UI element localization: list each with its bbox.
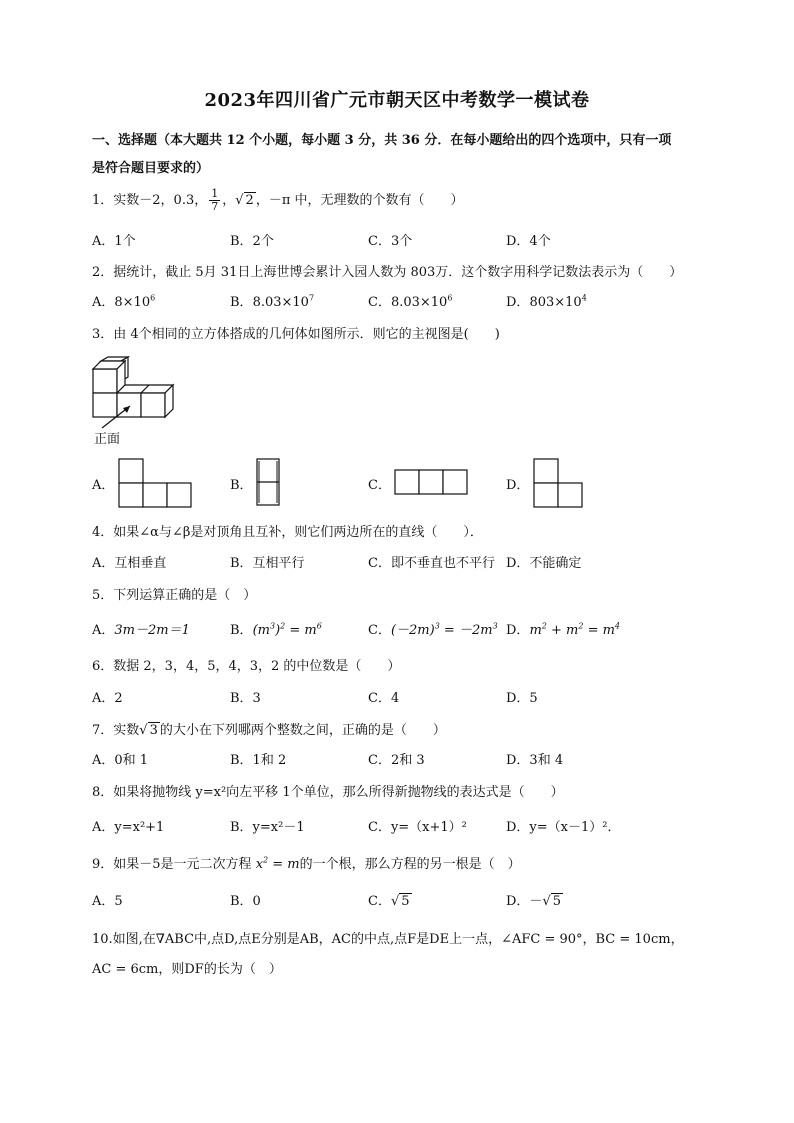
q9-text [92,853,521,872]
q2-c-label: C． [368,295,391,310]
q4-option-c[interactable]: C．即不垂直也不平行 [368,556,495,571]
q2-text: 2．据统计，截止 5月 31日上海世博会累计入园人数为 803万．这个数字用科学记数法表示为（ ） [92,265,683,280]
q1-text [92,188,464,213]
q5-d-mid: + m [546,623,579,638]
q3-option-a-figure[interactable] [118,458,192,508]
q2-option-c[interactable] [368,291,452,310]
q2-option-d[interactable] [506,291,587,310]
q7-prefix: 7．实数 [92,723,140,738]
q1-suffix: ，－π 中，无理数的个数有（ ） [255,193,464,208]
q5-d-pre: m [529,623,542,638]
q9-d-sqrt: √ 5 [542,894,562,909]
q1-option-b[interactable]: B．2个 [230,234,274,249]
q2-c-exp: 6 [447,293,453,303]
q9-c-label: C． [368,894,391,909]
q3-option-b-figure[interactable] [256,458,280,506]
q5-d-e3: 4 [614,621,621,631]
cube-bottom-1 [93,393,117,417]
q1-option-c[interactable]: C．3个 [368,234,413,249]
q9-option-b[interactable]: B．0 [230,894,261,909]
q4-option-d[interactable]: D．不能确定 [506,556,582,571]
q4-option-a[interactable]: A．互相垂直 [92,556,167,571]
q5-b-e3: 6 [316,621,322,631]
q8-option-c[interactable]: C．y=（x+1）² [368,820,467,835]
q7-suffix: 的大小在下列哪两个整数之间，正确的是（ ） [159,723,446,738]
q1-fraction [209,188,220,213]
q5-option-c[interactable] [368,619,498,638]
q7-option-d[interactable]: D．3和 4 [506,753,564,768]
q7-sqrt-rad: 3 [149,723,158,738]
q9-option-d[interactable] [506,890,563,909]
q5-c-post: = －2m [439,623,493,638]
q7-option-a[interactable]: A．0和 1 [92,753,149,768]
q2-b-exp: 7 [308,293,315,303]
q5-b-pre: (m [252,623,270,638]
q3-option-c-figure[interactable] [394,469,468,495]
q4-text: 4．如果∠α与∠β是对顶角且互补，则它们两边所在的直线（ ）． [92,525,483,540]
q3-front-label: 正面 [94,432,121,447]
q5-c-e1: 3 [434,621,440,631]
q7-option-b[interactable]: B．1和 2 [230,753,287,768]
cube-bottom-3 [141,393,165,417]
q5-b-post: = m [285,623,317,638]
q6-option-b[interactable]: B．3 [230,691,261,706]
q2-b-label: B． [230,295,253,310]
q5-d-label: D． [506,623,530,638]
q5-b-e1: 3 [269,621,276,631]
q9-option-a[interactable]: A．5 [92,894,123,909]
q6-option-c[interactable]: C．4 [368,691,400,706]
q2-d-label: D． [506,295,530,310]
q3-option-a-label[interactable]: A． [92,478,115,493]
q6-option-a[interactable]: A．2 [92,691,123,706]
q8-option-a[interactable]: A．y=x²+1 [92,820,165,835]
q5-c-e2: 3 [492,621,498,631]
q1-option-d[interactable]: D．4个 [506,234,551,249]
cube-upper-front [93,369,117,393]
q5-a-expr: 3m－2m＝1 [114,623,190,638]
section1-heading-line2: 是符合题目要求的） [92,161,210,176]
q3-option-c-label[interactable]: C． [368,478,391,493]
q5-option-a[interactable] [92,619,190,638]
q4-option-b[interactable]: B．互相平行 [230,556,305,571]
q5-c-label: C． [368,623,391,638]
q3-option-d-label[interactable]: D． [506,478,530,493]
q2-b-base: 8.03×10 [252,295,309,310]
q9-c-sqrt: √ 5 [390,894,410,909]
page-title: 2023年四川省广元市朝天区中考数学一模试卷 [204,90,590,111]
q8-option-d[interactable]: D．y=（x－1）²． [506,820,621,835]
q2-a-exp: 6 [150,293,156,303]
q1-frac-den: 7 [211,200,219,213]
q2-a-base: 8×10 [114,295,151,310]
q5-c-pre: (－2m) [390,623,435,638]
q5-b-e2: 2 [280,621,286,631]
q5-option-b[interactable] [230,619,322,638]
q9-d-rad: 5 [552,894,562,909]
q2-a-label: A． [92,295,115,310]
q7-text [92,719,446,738]
q7-sqrt: √ 3 [139,723,158,738]
q5-d-post: = m [583,623,615,638]
q9-suffix: 的一个根，那么方程的另一根是（ ） [299,857,521,872]
q1-option-a[interactable]: A．1个 [92,234,136,249]
q9-d-label: D．－ [506,894,543,909]
q9-eq: x [255,857,264,872]
q1-prefix: 1．实数－2，0.3， [92,193,208,208]
q3-option-b-label[interactable]: B． [230,478,253,493]
q9-option-c[interactable] [368,890,412,909]
q7-option-c[interactable]: C．2和 3 [368,753,425,768]
q1-sqrt: √ 2 [235,193,254,208]
q2-option-b[interactable] [230,291,314,310]
q2-d-base: 803×10 [529,295,582,310]
q5-d-e2: 2 [578,621,584,631]
section1-heading-line1: 一、选择题（本大题共 12 个小题，每小题 3 分，共 36 分．在每小题给出的四个选项中，只有一项 [92,133,672,148]
q2-c-base: 8.03×10 [390,295,448,310]
q5-a-label: A． [92,623,115,638]
q9-prefix: 9．如果－5是一元二次方程 [92,857,256,872]
q2-d-exp: 4 [581,293,587,303]
q3-text: 3．由 4个相同的立方体搭成的几何体如图所示．则它的主视图是( ) [92,327,500,342]
q5-d-e1: 2 [541,621,547,631]
q9-exp: 2 [263,855,269,865]
q8-text: 8．如果将抛物线 y=x²向左平移 1个单位，那么所得新抛物线的表达式是（ ） [92,785,564,800]
q6-text: 6．数据 2，3，4，5，4，3，2 的中位数是（ ） [92,659,401,674]
q8-option-b[interactable]: B．y=x²－1 [230,820,305,835]
q1-sqrt-rad: 2 [245,193,254,208]
q1-mid: ， [222,193,236,208]
q3-option-d-figure[interactable] [533,458,583,508]
q1-frac-num: 1 [211,187,219,200]
q10-text-line2: AC = 6cm，则DF的长为（ ） [92,962,282,977]
q5-text: 5．下列运算正确的是（ ） [92,588,257,603]
q2-option-a[interactable] [92,291,155,310]
q5-b-label: B． [230,623,253,638]
q5-option-d[interactable] [506,619,620,638]
q9-c-rad: 5 [401,894,410,909]
q6-option-d[interactable]: D．5 [506,691,538,706]
q10-text-line1: 10.如图,在∇ABC中,点D,点E分别是AB，AC的中点,点F是DE上一点，∠AFC = 90°，BC = 10cm， [92,932,684,947]
q9-eq-rest: = m [268,857,300,872]
q5-b-mid: ) [275,623,281,638]
